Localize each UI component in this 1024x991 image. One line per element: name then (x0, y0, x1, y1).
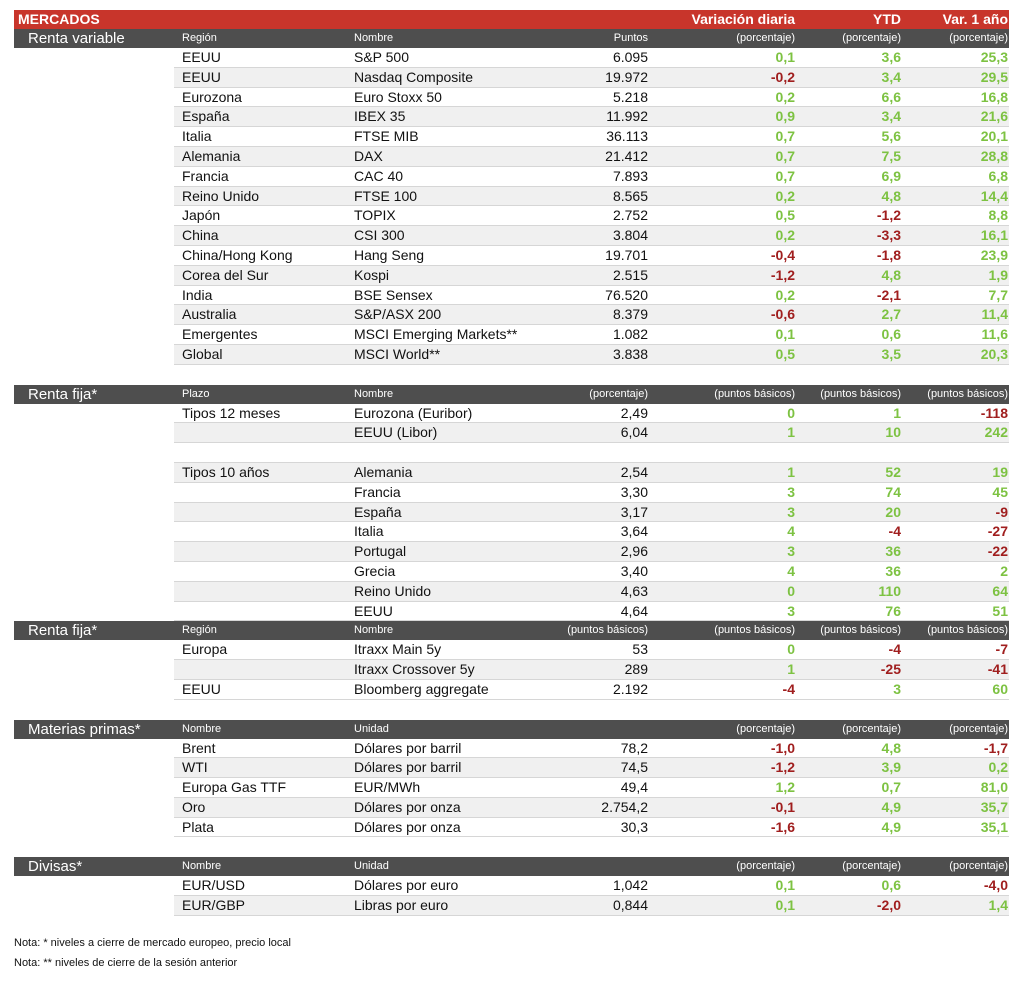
row-daily-change: 0,2 (775, 286, 795, 303)
row-value: 6,04 (620, 424, 648, 441)
section-subheader-4: (porcentaje) (842, 32, 901, 44)
row-year-change: -9 (995, 503, 1008, 520)
row-ytd-change: -25 (880, 661, 901, 678)
row-daily-change: 0,7 (775, 128, 795, 145)
row-ytd-change: 36 (885, 543, 901, 560)
note-2: Nota: ** niveles de cierre de la sesión anterior (14, 957, 238, 969)
row-name: Eurozona (Euribor) (354, 404, 473, 421)
row-value: 3,17 (620, 503, 648, 520)
row-label: EEUU (182, 68, 221, 85)
row-daily-change: -1,0 (770, 739, 795, 756)
row-value: 19.972 (605, 68, 648, 85)
row-daily-change: 3 (787, 483, 795, 500)
row-value: 36.113 (606, 128, 648, 145)
row-name: Italia (354, 523, 384, 540)
note-1: Nota: * niveles a cierre de mercado europeo, precio local (14, 937, 291, 949)
row-stripe (174, 503, 1009, 523)
row-stripe (174, 423, 1009, 443)
row-name: S&P/ASX 200 (354, 306, 442, 323)
row-name: Dólares por onza (354, 798, 461, 815)
section-gap (14, 365, 1009, 385)
row-daily-change: 3 (787, 543, 795, 560)
row-year-change: 0,2 (988, 759, 1008, 776)
row-daily-change: -1,2 (770, 759, 795, 776)
table-row (14, 226, 1009, 246)
row-ytd-change: 4,8 (881, 266, 901, 283)
col-year-header: Var. 1 año (942, 11, 1008, 27)
row-value: 1.082 (612, 326, 648, 343)
row-daily-change: 1 (787, 424, 795, 441)
row-ytd-change: 4,9 (881, 818, 901, 835)
table-row (14, 778, 1009, 798)
row-daily-change: -0,6 (770, 306, 795, 323)
row-label: Eurozona (182, 88, 242, 105)
row-year-change: 2 (1000, 562, 1008, 579)
row-value: 78,2 (620, 739, 648, 756)
section-subheader-1: Unidad (354, 860, 389, 873)
table-row (14, 483, 1009, 503)
row-label: Alemania (182, 147, 241, 164)
row-name: EEUU (354, 602, 393, 619)
table-row (14, 463, 1009, 483)
row-name: S&P 500 (354, 49, 410, 65)
row-name: CSI 300 (354, 227, 405, 244)
row-label: Global (182, 345, 223, 362)
section-subheader-4: (puntos básicos) (820, 387, 901, 400)
row-ytd-change: -4 (888, 523, 901, 540)
row-daily-change: 0,2 (775, 88, 795, 105)
row-value: 3,40 (620, 562, 648, 579)
row-label: China/Hong Kong (182, 246, 293, 263)
row-year-change: -7 (995, 641, 1008, 658)
row-year-change: 7,7 (988, 286, 1008, 303)
table-row (14, 660, 1009, 680)
row-daily-change: 3 (787, 602, 795, 619)
row-daily-change: 3 (787, 503, 795, 520)
row-name: EUR/MWh (354, 779, 421, 796)
row-year-change: 20,3 (980, 345, 1008, 362)
row-ytd-change: 110 (878, 582, 901, 599)
row-value: 76.520 (605, 286, 648, 303)
row-value: 1,042 (612, 877, 648, 894)
row-year-change: 1,4 (988, 897, 1008, 914)
row-name: BSE Sensex (354, 286, 433, 303)
row-name: DAX (354, 147, 383, 164)
table-row (14, 739, 1009, 759)
row-ytd-change: -2,0 (876, 897, 901, 914)
section-subheader-1: Nombre (354, 32, 394, 44)
table-row (14, 187, 1009, 207)
row-value: 2,96 (620, 543, 648, 560)
table-row (14, 522, 1009, 542)
row-name: Alemania (354, 463, 413, 480)
section-subheader-5: (porcentaje) (949, 32, 1008, 44)
markets-table (14, 10, 1009, 916)
row-name: España (354, 503, 402, 520)
row-name: FTSE MIB (354, 128, 419, 145)
row-name: Kospi (354, 266, 390, 283)
row-ytd-change: 36 (885, 562, 901, 579)
section-subheader-4: (porcentaje) (842, 722, 901, 735)
row-daily-change: 0,9 (775, 108, 795, 125)
row-value: 289 (624, 661, 648, 678)
row-ytd-change: 76 (885, 602, 901, 619)
section-subheader-0: Región (182, 624, 217, 637)
section-subheader-3: (porcentaje) (736, 860, 795, 873)
table-row (14, 562, 1009, 582)
section-subheader-5: (puntos básicos) (927, 624, 1008, 637)
row-year-change: 6,8 (988, 167, 1008, 184)
row-label: Francia (182, 167, 229, 184)
row-name: Nasdaq Composite (354, 68, 474, 85)
row-ytd-change: 7,5 (881, 147, 901, 164)
main-title: MERCADOS (18, 11, 100, 27)
row-daily-change: 1 (787, 463, 795, 480)
row-year-change: -41 (987, 661, 1008, 678)
row-ytd-change: 4,9 (881, 798, 901, 815)
section-subheader-3: (porcentaje) (736, 32, 795, 44)
table-row (14, 582, 1009, 602)
table-row (14, 107, 1009, 127)
row-value: 3.838 (612, 345, 648, 362)
table-row (14, 876, 1009, 896)
row-ytd-change: -4 (888, 641, 901, 658)
table-row (14, 542, 1009, 562)
table-row (14, 503, 1009, 523)
row-label: EUR/GBP (182, 897, 246, 914)
table-row (14, 818, 1009, 838)
row-name: TOPIX (354, 207, 396, 224)
row-daily-change: 0 (787, 641, 795, 658)
row-value: 19.701 (605, 246, 648, 263)
row-value: 2.752 (612, 207, 648, 224)
row-ytd-change: 1 (893, 404, 901, 421)
table-row (14, 640, 1009, 660)
row-ytd-change: 74 (885, 483, 901, 500)
row-label: EEUU (182, 680, 221, 697)
section-title: Renta fija* (28, 385, 98, 403)
row-value: 6.095 (612, 49, 648, 65)
section-title: Materias primas* (28, 720, 141, 738)
row-year-change: 51 (992, 602, 1008, 619)
row-year-change: 60 (992, 680, 1008, 697)
row-label: Emergentes (182, 326, 258, 343)
row-name: Euro Stoxx 50 (354, 88, 442, 105)
row-daily-change: -4 (782, 680, 795, 697)
row-daily-change: 0,7 (775, 147, 795, 164)
row-name: Itraxx Main 5y (354, 641, 442, 658)
row-ytd-change: 0,6 (881, 326, 901, 343)
row-daily-change: 0,1 (775, 897, 795, 914)
row-year-change: 35,1 (980, 818, 1008, 835)
row-year-change: -118 (980, 404, 1008, 421)
section-gap (14, 700, 1009, 720)
row-daily-change: 1,2 (775, 779, 795, 796)
row-value: 5.218 (612, 88, 648, 105)
row-year-change: -22 (987, 543, 1008, 560)
row-ytd-change: 3,4 (881, 108, 901, 125)
section-title: Divisas* (28, 858, 83, 876)
section-subheader-2: (puntos básicos) (567, 624, 648, 637)
section-header-equity (14, 29, 1009, 48)
row-year-change: 25,3 (980, 49, 1008, 65)
section-subheader-4: (puntos básicos) (820, 624, 901, 637)
row-value: 74,5 (620, 759, 648, 776)
table-row (14, 896, 1009, 916)
row-value: 49,4 (620, 779, 648, 796)
row-daily-change: 0,2 (775, 187, 795, 204)
row-name: Dólares por barril (354, 759, 462, 776)
row-value: 21.412 (605, 147, 648, 164)
row-label: Plata (182, 818, 214, 835)
row-ytd-change: 20 (885, 503, 901, 520)
table-row (14, 345, 1009, 365)
row-year-change: 23,9 (980, 246, 1008, 263)
section-subheader-1: Nombre (354, 624, 394, 637)
table-row (14, 48, 1009, 68)
table-row (14, 68, 1009, 88)
row-label: Europa Gas TTF (182, 779, 287, 796)
row-ytd-change: -2,1 (876, 286, 901, 303)
row-year-change: 1,9 (988, 266, 1008, 283)
row-name: Francia (354, 483, 401, 500)
table-row (14, 325, 1009, 345)
row-daily-change: 0,1 (775, 49, 795, 65)
spacer-row (14, 443, 1009, 463)
row-value: 3,64 (620, 523, 648, 540)
row-daily-change: 0,5 (775, 207, 795, 224)
row-label: WTI (182, 759, 208, 776)
section-subheader-1: Nombre (354, 387, 394, 400)
table-row (14, 423, 1009, 443)
row-ytd-change: 10 (885, 424, 901, 441)
table-row (14, 88, 1009, 108)
row-label: Italia (182, 128, 212, 145)
table-row (14, 305, 1009, 325)
row-label: EUR/USD (182, 877, 246, 894)
table-row (14, 167, 1009, 187)
row-label: Brent (182, 739, 216, 756)
row-ytd-change: 52 (885, 463, 901, 480)
row-daily-change: -0,4 (770, 246, 795, 263)
row-daily-change: 0,1 (775, 326, 795, 343)
row-year-change: 16,1 (980, 227, 1008, 244)
row-stripe (174, 463, 1009, 483)
row-name: Portugal (354, 543, 407, 560)
row-divider (174, 699, 1009, 700)
section-subheader-0: Región (182, 32, 217, 44)
section-subheader-2: Puntos (613, 32, 648, 44)
row-value: 7.893 (612, 167, 648, 184)
row-daily-change: 0,7 (775, 167, 795, 184)
row-value: 2,54 (620, 463, 648, 480)
row-ytd-change: 3,5 (881, 345, 901, 362)
row-label: Japón (182, 207, 221, 224)
row-ytd-change: 0,7 (881, 779, 901, 796)
section-header-commodities (14, 720, 1009, 739)
section-subheader-0: Nombre (182, 722, 222, 735)
row-daily-change: 4 (787, 523, 795, 540)
row-name: Hang Seng (354, 246, 425, 263)
row-name: Dólares por euro (354, 877, 459, 894)
col-daily-header: Variación diaria (691, 11, 795, 27)
table-row (14, 758, 1009, 778)
section-subheader-5: (porcentaje) (949, 860, 1008, 873)
row-ytd-change: 3,9 (881, 759, 901, 776)
row-label: Australia (182, 306, 237, 323)
row-value: 8.379 (612, 306, 648, 323)
row-year-change: -4,0 (983, 877, 1008, 894)
section-subheader-4: (porcentaje) (842, 860, 901, 873)
section-subheader-3: (porcentaje) (736, 722, 795, 735)
col-ytd-header: YTD (873, 11, 901, 27)
section-title: Renta fija* (28, 622, 98, 640)
row-label: Europa (182, 641, 228, 658)
row-label: India (182, 286, 213, 303)
section-subheader-3: (puntos básicos) (714, 624, 795, 637)
row-daily-change: -0,2 (770, 68, 795, 85)
row-year-change: 8,8 (988, 207, 1008, 224)
row-label: Oro (182, 798, 206, 815)
table-row (14, 680, 1009, 700)
row-name: FTSE 100 (354, 187, 418, 204)
section-header-rates (14, 385, 1009, 404)
row-label: Corea del Sur (182, 266, 269, 283)
row-value: 2.515 (612, 266, 648, 283)
row-name: Reino Unido (354, 582, 432, 599)
row-daily-change: 4 (787, 562, 795, 579)
row-stripe (174, 542, 1009, 562)
row-value: 2.192 (612, 680, 648, 697)
row-ytd-change: -1,8 (876, 246, 901, 263)
table-row (14, 147, 1009, 167)
section-subheader-0: Nombre (182, 860, 222, 873)
table-row (14, 602, 1009, 622)
row-year-change: 16,8 (980, 88, 1008, 105)
row-year-change: 11,6 (981, 326, 1008, 343)
section-subheader-3: (puntos básicos) (714, 387, 795, 400)
row-daily-change: 0,5 (775, 345, 795, 362)
section-gap (14, 837, 1009, 857)
section-subheader-5: (porcentaje) (949, 722, 1008, 735)
section-subheader-5: (puntos básicos) (927, 387, 1008, 400)
row-year-change: 19 (992, 463, 1008, 480)
table-row (14, 286, 1009, 306)
row-value: 53 (632, 641, 648, 658)
row-name: Dólares por barril (354, 739, 462, 756)
row-name: Itraxx Crossover 5y (354, 661, 475, 678)
row-ytd-change: 4,8 (881, 739, 901, 756)
row-year-change: 14,4 (980, 187, 1008, 204)
row-daily-change: -0,1 (770, 798, 795, 815)
table-row (14, 404, 1009, 424)
section-subheader-0: Plazo (182, 387, 210, 400)
row-year-change: 11,4 (981, 306, 1008, 323)
row-year-change: 21,6 (980, 108, 1008, 125)
row-name: Libras por euro (354, 897, 449, 914)
row-ytd-change: 6,6 (881, 88, 901, 105)
table-row (14, 246, 1009, 266)
row-daily-change: -1,6 (770, 818, 795, 835)
row-value: 3.804 (612, 227, 648, 244)
table-row (14, 206, 1009, 226)
row-label: China (182, 227, 219, 244)
row-ytd-change: -3,3 (876, 227, 901, 244)
row-ytd-change: 4,8 (881, 187, 901, 204)
row-year-change: 28,8 (980, 147, 1008, 164)
row-name: Dólares por onza (354, 818, 461, 835)
row-name: Bloomberg aggregate (354, 680, 489, 697)
row-value: 11.992 (606, 108, 648, 125)
row-value: 4,64 (620, 602, 648, 619)
row-daily-change: 0 (787, 582, 795, 599)
row-value: 3,30 (620, 483, 648, 500)
main-header (14, 10, 1009, 29)
row-daily-change: 0,2 (775, 227, 795, 244)
row-label: Tipos 12 meses (182, 404, 281, 421)
row-value: 0,844 (612, 897, 648, 914)
section-subheader-2: (porcentaje) (589, 387, 648, 400)
row-daily-change: -1,2 (770, 266, 795, 283)
row-label: Reino Unido (182, 187, 260, 204)
row-year-change: 35,7 (980, 798, 1008, 815)
row-year-change: 20,1 (980, 128, 1008, 145)
row-name: MSCI Emerging Markets** (354, 326, 518, 343)
row-value: 30,3 (620, 818, 648, 835)
row-daily-change: 0 (787, 404, 795, 421)
row-value: 2.754,2 (601, 798, 648, 815)
row-name: EEUU (Libor) (354, 424, 438, 441)
section-header-fx (14, 857, 1009, 876)
table-row (14, 127, 1009, 147)
row-year-change: -27 (987, 523, 1008, 540)
row-ytd-change: 6,9 (881, 167, 901, 184)
row-ytd-change: 3 (893, 680, 901, 697)
section-subheader-1: Unidad (354, 722, 389, 735)
table-row (14, 266, 1009, 286)
row-name: MSCI World** (354, 345, 441, 362)
row-ytd-change: 3,4 (881, 68, 901, 85)
row-name: Grecia (354, 562, 396, 579)
row-year-change: -1,7 (983, 739, 1008, 756)
row-ytd-change: 5,6 (881, 128, 901, 145)
row-ytd-change: -1,2 (876, 207, 901, 224)
row-daily-change: 1 (787, 661, 795, 678)
row-ytd-change: 3,6 (881, 49, 901, 65)
row-year-change: 29,5 (980, 68, 1008, 85)
row-year-change: 242 (984, 424, 1008, 441)
row-name: IBEX 35 (354, 108, 406, 125)
section-title: Renta variable (28, 30, 125, 47)
row-value: 8.565 (612, 187, 648, 204)
row-daily-change: 0,1 (775, 877, 795, 894)
row-label: EEUU (182, 49, 221, 65)
row-name: CAC 40 (354, 167, 404, 184)
row-value: 4,63 (620, 582, 648, 599)
row-ytd-change: 2,7 (881, 306, 901, 323)
section-header-credit (14, 621, 1009, 640)
row-label: España (182, 108, 230, 125)
row-year-change: 64 (992, 582, 1008, 599)
row-year-change: 81,0 (980, 779, 1008, 796)
table-row (14, 798, 1009, 818)
row-value: 2,49 (620, 404, 648, 421)
row-label: Tipos 10 años (182, 463, 270, 480)
row-year-change: 45 (992, 483, 1008, 500)
row-ytd-change: 0,6 (881, 877, 901, 894)
